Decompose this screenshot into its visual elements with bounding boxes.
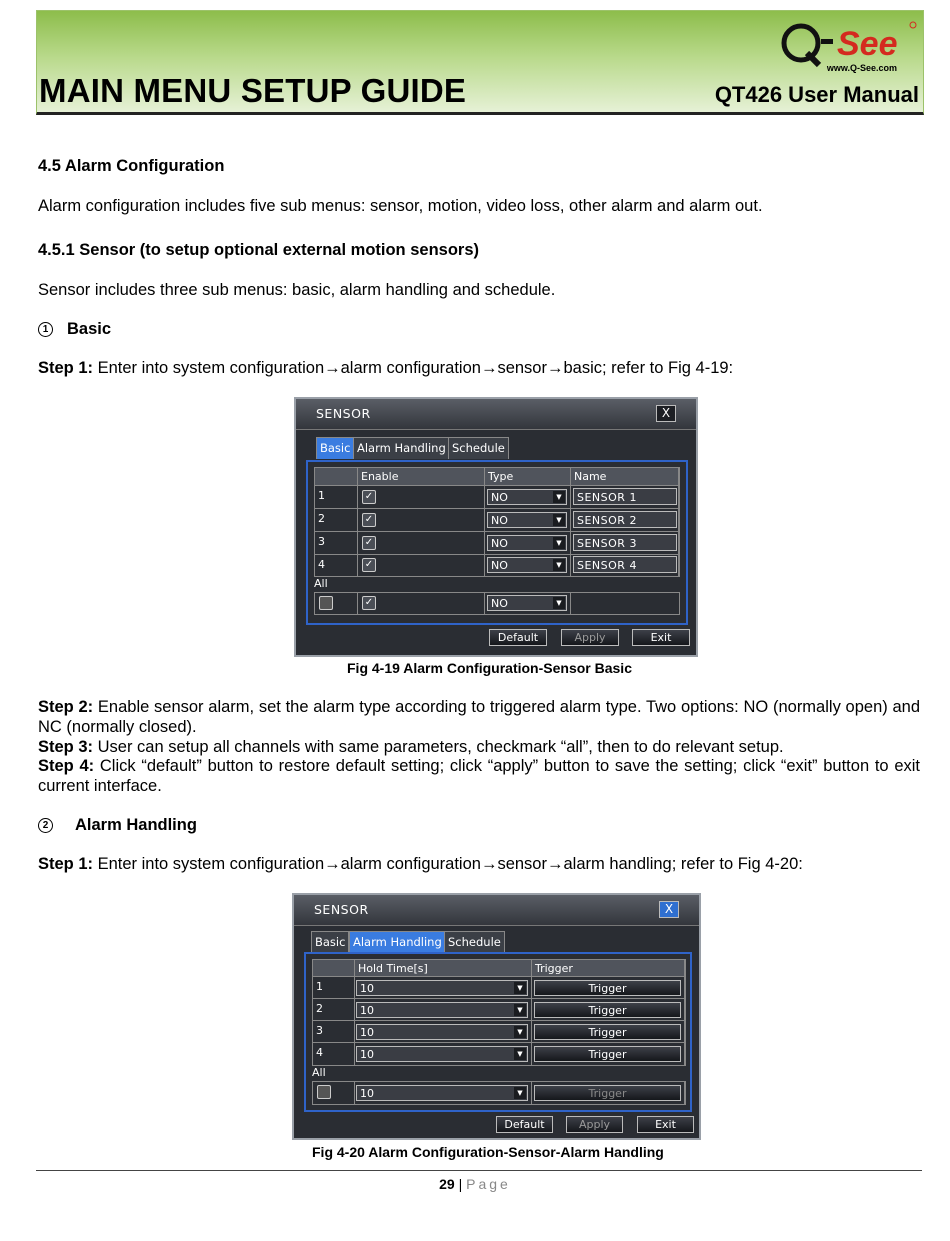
type-select[interactable] xyxy=(487,557,567,573)
sensor-basic-dialog xyxy=(294,397,698,657)
type-select[interactable] xyxy=(487,512,567,528)
row-ch-1: 1 xyxy=(313,977,355,999)
dropdown-arrow-icon: ▼ xyxy=(514,1087,526,1099)
handling-title: Alarm Handling xyxy=(75,816,197,834)
page-number: 29 xyxy=(439,1176,455,1192)
step-text: Enter into system configuration→alarm configuration→sensor→basic; refer to Fig 4-19: xyxy=(93,359,734,377)
row-ch-2: 2 xyxy=(313,999,355,1021)
hold-time-cell xyxy=(355,1043,532,1065)
handling-heading xyxy=(38,816,197,835)
svg-text:See: See xyxy=(837,25,898,63)
hold-time-cell xyxy=(355,1021,532,1043)
page-title: MAIN MENU SETUP GUIDE xyxy=(39,72,467,109)
hold-value: 10 xyxy=(360,1026,374,1039)
dropdown-arrow-icon: ▼ xyxy=(553,559,565,571)
page-footer xyxy=(0,1176,950,1192)
tab-schedule[interactable]: Schedule xyxy=(444,931,505,953)
all-label: All xyxy=(312,1066,326,1079)
row-ch-4: 4 xyxy=(313,1043,355,1065)
dropdown-arrow-icon: ▼ xyxy=(514,982,526,994)
step-label: Step 2: xyxy=(38,698,94,716)
type-value: NO xyxy=(491,559,508,572)
row-ch-3: 3 xyxy=(313,1021,355,1043)
enable-checkbox[interactable]: ✓ xyxy=(362,513,376,527)
enable-checkbox[interactable]: ✓ xyxy=(362,536,376,550)
default-button[interactable]: Default xyxy=(489,629,547,646)
trigger-button[interactable]: Trigger xyxy=(534,1024,681,1040)
row-ch-3: 3 xyxy=(315,532,358,555)
enable-cell xyxy=(358,486,485,509)
trigger-button[interactable]: Trigger xyxy=(534,1002,681,1018)
trigger-button[interactable]: Trigger xyxy=(534,980,681,996)
hold-value: 10 xyxy=(360,1048,374,1061)
enable-cell xyxy=(358,555,485,576)
dropdown-arrow-icon: ▼ xyxy=(553,491,565,503)
step2-paragraph xyxy=(38,697,920,737)
all-type-select[interactable] xyxy=(487,595,567,611)
type-select[interactable] xyxy=(487,535,567,551)
dialog-titlebar xyxy=(294,895,699,926)
alarm-handling-panel xyxy=(304,952,692,1112)
alarm-handling-table xyxy=(312,959,686,1066)
section-title: 4.5 Alarm Configuration xyxy=(38,157,225,175)
type-value: NO xyxy=(491,537,508,550)
type-cell xyxy=(485,486,571,509)
trigger-button[interactable]: Trigger xyxy=(534,1046,681,1062)
trigger-cell xyxy=(532,999,685,1021)
apply-button[interactable]: Apply xyxy=(561,629,619,646)
step-text: User can setup all channels with same parameters, checkmark “all”, then to do relevant setup. xyxy=(93,738,784,756)
col-header-type: Type xyxy=(485,468,571,486)
tab-basic[interactable]: Basic xyxy=(316,437,354,459)
sensor-name-input[interactable]: SENSOR 3 xyxy=(573,534,677,551)
hold-time-cell xyxy=(355,977,532,999)
hold-time-cell xyxy=(355,999,532,1021)
close-icon[interactable]: X xyxy=(656,405,676,422)
step3-paragraph xyxy=(38,737,920,757)
hold-time-select[interactable] xyxy=(356,980,528,996)
enable-checkbox[interactable]: ✓ xyxy=(362,558,376,572)
hold-value: 10 xyxy=(360,1004,374,1017)
type-cell xyxy=(485,555,571,576)
all-row xyxy=(312,1081,686,1105)
tab-schedule[interactable]: Schedule xyxy=(448,437,509,459)
fig19-caption: Fig 4-19 Alarm Configuration-Sensor Basic xyxy=(347,660,632,676)
all-checkbox[interactable] xyxy=(317,1085,331,1099)
fig20-caption: Fig 4-20 Alarm Configuration-Sensor-Alarm Handling xyxy=(312,1144,664,1160)
circled-number-1: 1 xyxy=(38,322,53,337)
page-separator: | xyxy=(458,1176,463,1192)
basic-heading xyxy=(38,320,111,339)
footer-divider xyxy=(36,1170,922,1171)
all-select-cell xyxy=(313,1082,355,1104)
col-header-ch xyxy=(313,960,355,977)
all-trigger-button[interactable]: Trigger xyxy=(534,1085,681,1101)
basic-panel xyxy=(306,460,688,625)
row-ch-4: 4 xyxy=(315,555,358,576)
all-hold-cell xyxy=(355,1082,532,1104)
col-header-trigger: Trigger xyxy=(532,960,685,977)
dropdown-arrow-icon: ▼ xyxy=(514,1026,526,1038)
step-text: Click “default” button to restore default setting; click “apply” button to save the setting; click “exit” button to exit current interface. xyxy=(38,757,920,795)
all-type-cell xyxy=(485,593,571,614)
dialog-title: SENSOR xyxy=(314,902,369,917)
dialog-title: SENSOR xyxy=(316,406,371,421)
trigger-cell xyxy=(532,1043,685,1065)
hold-value: 10 xyxy=(360,1087,374,1100)
basic-title: Basic xyxy=(67,320,112,338)
subsection-title: 4.5.1 Sensor (to setup optional external motion sensors) xyxy=(38,241,480,259)
handling-step1 xyxy=(38,855,803,874)
hold-value: 10 xyxy=(360,982,374,995)
trigger-cell xyxy=(532,1021,685,1043)
type-value: NO xyxy=(491,514,508,527)
hold-time-select[interactable] xyxy=(356,1002,528,1018)
exit-button[interactable]: Exit xyxy=(632,629,690,646)
hold-time-select[interactable] xyxy=(356,1046,528,1062)
step-text: Enable sensor alarm, set the alarm type according to triggered alarm type. Two options: NO (normally open) and NC (normally closed). xyxy=(38,698,921,736)
step-label: Step 3: xyxy=(38,738,94,756)
col-header-name: Name xyxy=(571,468,679,486)
tab-basic[interactable]: Basic xyxy=(311,931,349,953)
step-label: Step 4: xyxy=(38,757,95,775)
dropdown-arrow-icon: ▼ xyxy=(514,1004,526,1016)
tab-alarm-handling[interactable]: Alarm Handling xyxy=(349,931,446,953)
basic-step1 xyxy=(38,359,733,378)
apply-button[interactable]: Apply xyxy=(566,1116,623,1133)
row-ch-2: 2 xyxy=(315,509,358,532)
enable-checkbox[interactable]: ✓ xyxy=(362,490,376,504)
col-header-hold-time: Hold Time[s] xyxy=(355,960,532,977)
dropdown-arrow-icon: ▼ xyxy=(553,537,565,549)
manual-title: QT426 User Manual xyxy=(714,82,919,107)
all-select-cell xyxy=(315,593,358,614)
tab-alarm-handling[interactable]: Alarm Handling xyxy=(353,437,450,459)
enable-cell xyxy=(358,532,485,555)
enable-cell xyxy=(358,509,485,532)
exit-button[interactable]: Exit xyxy=(637,1116,694,1133)
all-enable-checkbox[interactable]: ✓ xyxy=(362,596,376,610)
subsection-intro: Sensor includes three sub menus: basic, alarm handling and schedule. xyxy=(38,281,556,299)
all-row xyxy=(314,592,680,615)
type-cell xyxy=(485,532,571,555)
type-select[interactable] xyxy=(487,489,567,505)
step-label: Step 1: xyxy=(38,359,94,377)
type-cell xyxy=(485,509,571,532)
page-header xyxy=(36,10,924,115)
sensor-table xyxy=(314,467,680,577)
name-cell xyxy=(571,555,679,576)
col-header-ch xyxy=(315,468,358,486)
step-text: Enter into system configuration→alarm configuration→sensor→alarm handling; refer to Fig 4-20: xyxy=(93,855,803,873)
name-cell xyxy=(571,486,679,509)
row-ch-1: 1 xyxy=(315,486,358,509)
name-cell xyxy=(571,509,679,532)
close-icon[interactable]: X xyxy=(659,901,679,918)
page-word: Page xyxy=(466,1176,511,1192)
dropdown-arrow-icon: ▼ xyxy=(514,1048,526,1060)
trigger-cell xyxy=(532,977,685,999)
all-enable-cell xyxy=(358,593,485,614)
default-button[interactable]: Default xyxy=(496,1116,553,1133)
name-cell xyxy=(571,532,679,555)
sensor-name-input[interactable]: SENSOR 4 xyxy=(573,556,677,573)
all-label: All xyxy=(314,577,328,590)
dialog-titlebar xyxy=(296,399,696,430)
all-trigger-cell xyxy=(532,1082,685,1104)
section-intro: Alarm configuration includes five sub menus: sensor, motion, video loss, other alarm and alarm out. xyxy=(38,197,763,215)
all-hold-time-select[interactable] xyxy=(356,1085,528,1101)
dropdown-arrow-icon: ▼ xyxy=(553,514,565,526)
logo-url: www.Q-See.com xyxy=(826,63,897,73)
circled-number-2: 2 xyxy=(38,818,53,833)
col-header-enable: Enable xyxy=(358,468,485,486)
sensor-name-input[interactable]: SENSOR 1 xyxy=(573,488,677,505)
step-label: Step 1: xyxy=(38,855,94,873)
all-checkbox[interactable] xyxy=(319,596,333,610)
type-value: NO xyxy=(491,597,508,610)
dropdown-arrow-icon: ▼ xyxy=(553,597,565,609)
hold-time-select[interactable] xyxy=(356,1024,528,1040)
sensor-alarm-handling-dialog xyxy=(292,893,701,1140)
step4-paragraph xyxy=(38,756,920,796)
sensor-name-input[interactable]: SENSOR 2 xyxy=(573,511,677,528)
type-value: NO xyxy=(491,491,508,504)
